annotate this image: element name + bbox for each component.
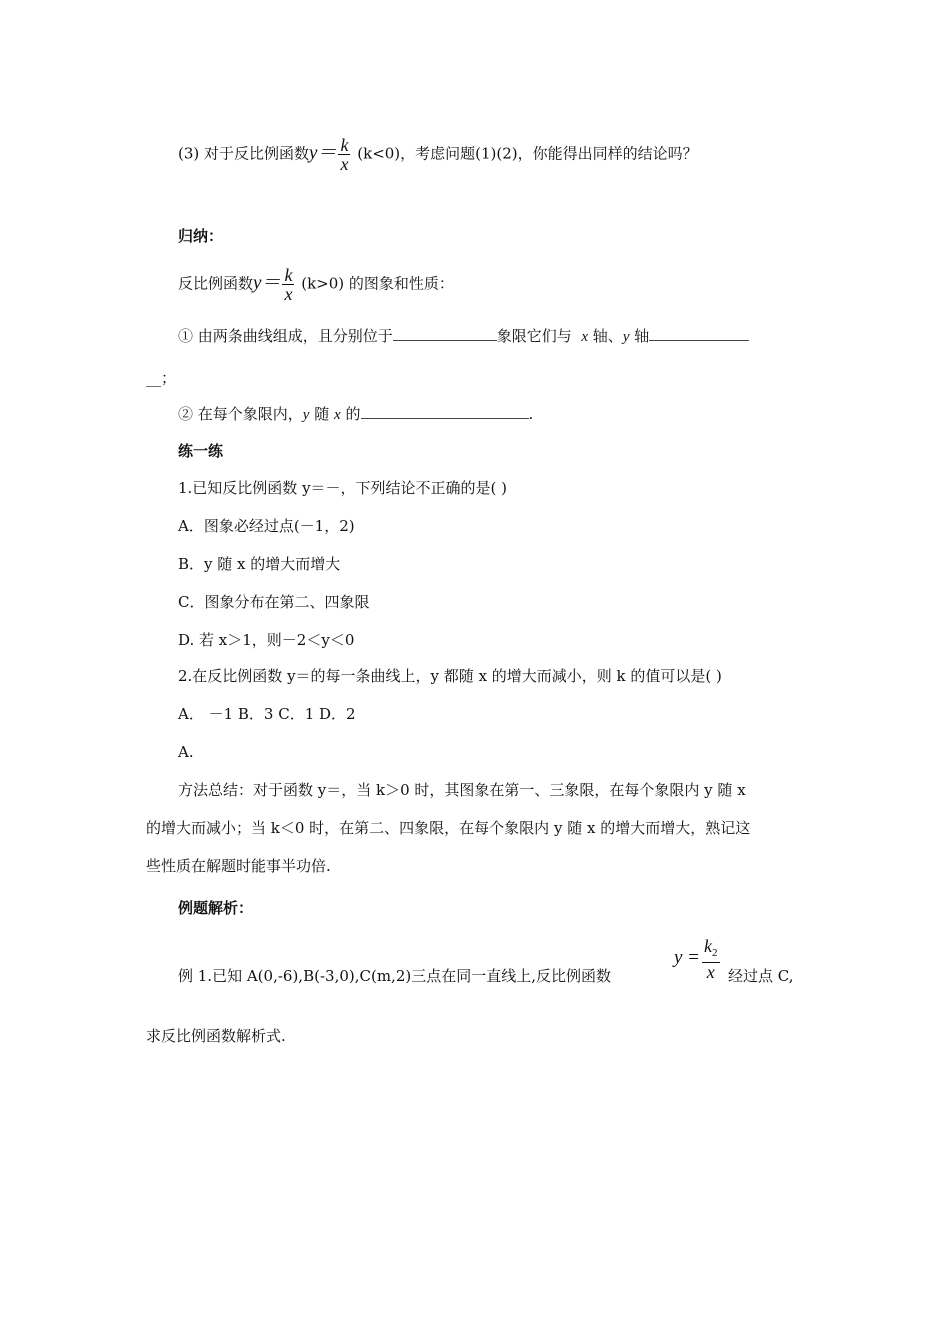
example-1-text: 例 1.已知 A(0,-6),B(-3,0),C(m,2)三点在同一直线上,反比例函数: [178, 967, 611, 985]
function-y: y＝: [309, 142, 337, 164]
summary-item-1: [178, 326, 749, 347]
example-1-text-end: 经过点 C,: [728, 967, 794, 985]
example-heading: 例题解析：: [178, 899, 254, 917]
summary-intro: [178, 265, 454, 304]
summary-intro-prefix: 反比例函数: [178, 274, 254, 293]
item-2-text-a: ② 在每个象限内，: [178, 405, 303, 423]
method-summary-line-1: 方法总结：对于函数 y＝，当 k＞0 时，其图象在第一、三象限，在每个象限内 y 随 x: [178, 781, 746, 799]
item-2-end: .: [528, 405, 534, 423]
fill-blank[interactable]: [393, 326, 497, 341]
fraction-k-over-x: [338, 136, 350, 173]
practice-question-2: 2.在反比例函数 y＝的每一条曲线上，y 都随 x 的增大而减小，则 k 的值可以是( ): [178, 667, 722, 685]
summary-intro-suffix: (k>0) 的图象和性质：: [301, 274, 454, 293]
question-3: [178, 135, 698, 174]
option-c: C．图象分布在第二、四象限: [178, 593, 370, 611]
practice-question-1: 1.已知反比例函数 y＝－，下列结论不正确的是( ): [178, 479, 508, 497]
var-x: x: [334, 407, 341, 423]
numerator-subscript: 2: [712, 947, 718, 959]
summary-item-1-cont: __；: [146, 369, 177, 387]
item-1-text-b: 象限它们与: [496, 327, 572, 345]
numerator-k: k: [704, 936, 713, 956]
option-d: [178, 630, 354, 650]
question-3-prefix: (3) 对于反比例函数: [178, 144, 310, 163]
fraction-denominator: x: [284, 284, 293, 304]
method-summary-line-3: 些性质在解题时能事半功倍.: [146, 857, 331, 875]
var-y: y: [622, 329, 630, 345]
practice-heading: 练一练: [178, 442, 224, 460]
fraction-numerator: k: [284, 265, 293, 285]
fill-blank[interactable]: [649, 326, 749, 341]
var-x: x: [581, 329, 589, 345]
fraction-k2-over-x: [702, 937, 720, 981]
option-d-letter: D: [178, 631, 190, 649]
item-2-text-c: 的: [345, 405, 361, 423]
method-line-2-start: 的: [146, 819, 162, 837]
answer: A.: [178, 743, 194, 761]
function-y: y＝: [253, 272, 281, 294]
item-2-text-b: 随: [314, 405, 330, 423]
example-formula: [674, 930, 722, 986]
fraction-denominator: x: [706, 962, 715, 982]
summary-heading: 归纳：: [178, 227, 224, 245]
option-a: A．图象必经过点(－1，2): [178, 517, 355, 535]
fraction-numerator: k: [340, 135, 349, 155]
fraction-k-over-x: [282, 266, 294, 303]
option-b: B．y 随 x 的增大而增大: [178, 555, 341, 573]
summary-item-2: [178, 404, 533, 425]
question-3-condition: (k<0)，考虑问题(1)(2)，你能得出同样的结论吗？: [357, 144, 698, 163]
fraction-denominator: x: [340, 154, 349, 174]
var-y: y: [302, 407, 310, 423]
option-d-text: . 若 x＞1，则－2＜y＜0: [189, 631, 355, 649]
item-1-text-a: ① 由两条曲线组成，且分别位于: [178, 327, 393, 345]
item-1-text-d: 轴: [634, 327, 650, 345]
fill-blank[interactable]: [361, 404, 529, 419]
fraction-numerator: [702, 937, 720, 963]
method-summary-line-2: [146, 818, 750, 838]
question-2-options: A． －1 B．3 C．1 D．2: [178, 705, 356, 723]
item-1-text-c: 轴、: [592, 327, 623, 345]
example-1-task: 求反比例函数解析式.: [146, 1027, 286, 1045]
method-line-2-rest: 增大而减小；当 k＜0 时，在第二、四象限，在每个象限内 y 随 x 的增大而增大，熟记这: [161, 819, 751, 837]
function-y: y =: [674, 947, 701, 968]
